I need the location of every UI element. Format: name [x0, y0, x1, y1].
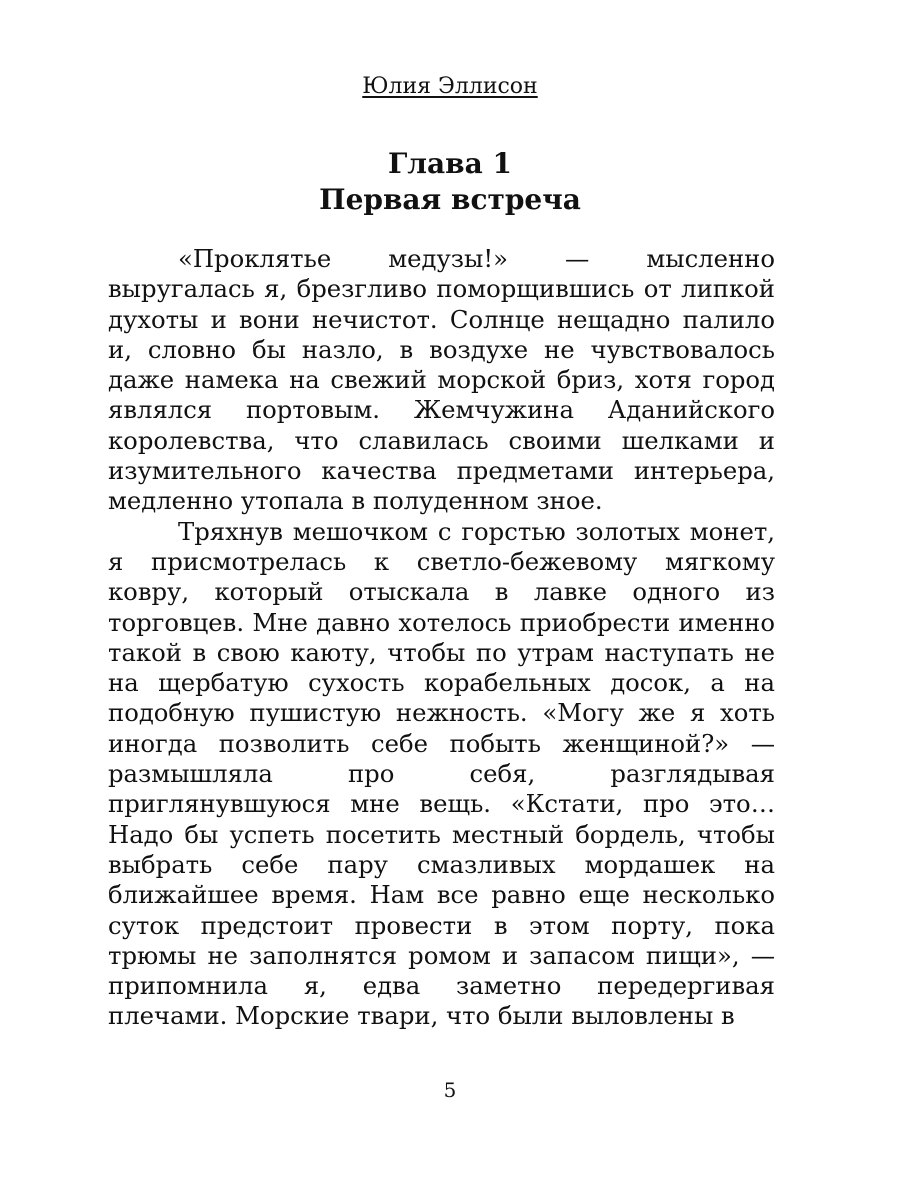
paragraph: «Проклятье медузы!» — мысленно выругалась я, брезгливо поморщившись от липкой духоты и вони нечистот. Солнце нещадно палило и, словно бы назло, в воздухе не чувствовалось даже намека на свежий морской бриз, хотя город являлся портовым. Жемчужина Аданийского королевства, что славилась своими шелками и изумительного качества предметами интерьера, медленно утопала в полуденном зное. [108, 244, 775, 516]
page-number: 5 [443, 1078, 457, 1102]
chapter-title: Первая встреча [319, 183, 581, 216]
paragraph: Тряхнув мешочком с горстью золотых монет, я присмотрелась к светло-бежевому мягкому ковру, который отыскала в лавке одного из торговцев. Мне давно хотелось приобрести именно такой в свою каюту, чтобы по утрам наступать не на щербатую сухость корабельных досок, а на подобную пушистую нежность. «Могу же я хоть иногда позволить себе побыть женщиной?» — размышляла про себя, разглядывая приглянувшуюся мне вещь. «Кстати, про это… Надо бы успеть посетить местный бордель, чтобы выбрать себе пару смазливых мордашек на ближайшее время. Нам все равно еще несколько суток предстоит провести в этом порту, пока трюмы не заполнятся ромом и запасом пищи», — припомнила я, едва заметно передергивая плечами. Морские твари, что были выловлены в [108, 516, 775, 1031]
body-text [108, 244, 775, 1032]
running-header-author: Юлия Эллисон [362, 74, 538, 99]
chapter-heading [0, 146, 900, 218]
chapter-number: Глава 1 [387, 147, 513, 180]
